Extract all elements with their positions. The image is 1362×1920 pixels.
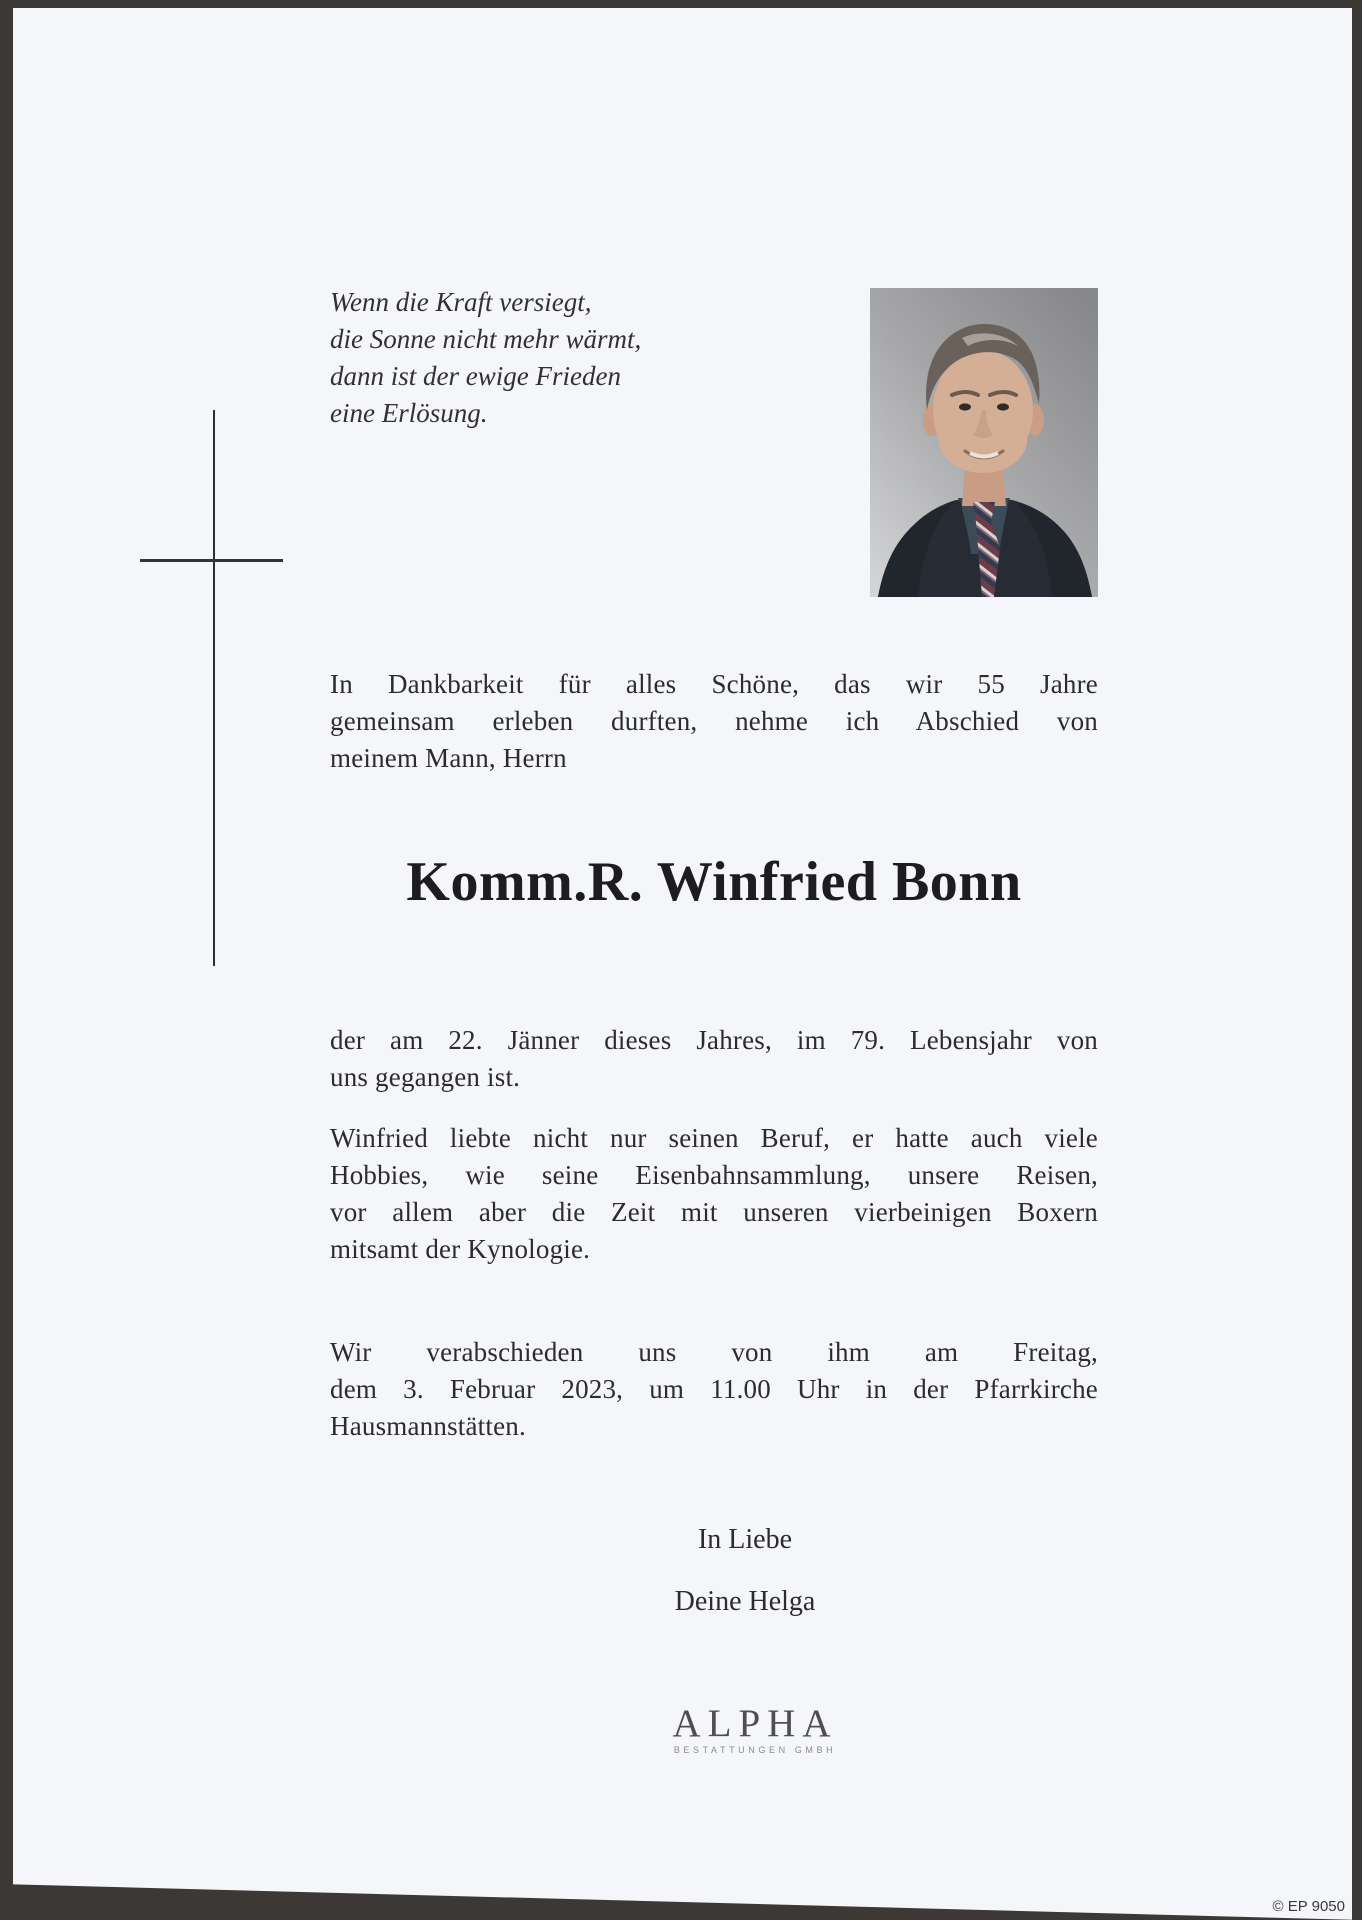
- intro-paragraph: [330, 666, 1098, 777]
- condolence-poem: [330, 284, 810, 432]
- cross-icon: [140, 559, 283, 562]
- funeral-home-logo: [330, 1704, 1180, 1755]
- text-line: Wir verabschieden uns von ihm am Freitag,: [330, 1337, 1098, 1367]
- deceased-name: Komm.R. Winfried Bonn: [406, 851, 1022, 913]
- text-line: eine Erlösung.: [330, 398, 488, 428]
- text-line: mitsamt der Kynologie.: [330, 1234, 591, 1264]
- text-line: Hobbies, wie seine Eisenbahnsammlung, unsere Reisen,: [330, 1160, 1098, 1190]
- funeral-home-logo-subtitle: BESTATTUNGEN GMBH: [673, 1745, 837, 1755]
- cross-icon: [213, 410, 215, 966]
- signature: Deine Helga: [674, 1586, 816, 1617]
- text-line: Hausmannstätten.: [330, 1411, 526, 1441]
- death-date-paragraph: [330, 1022, 1098, 1096]
- closing-phrase: In Liebe: [697, 1524, 793, 1555]
- portrait-photo-image: [870, 288, 1098, 597]
- text-line: dann ist der ewige Frieden: [330, 361, 621, 391]
- text-line: gemeinsam erleben durften, nehme ich Abschied von: [330, 706, 1098, 736]
- text-line: vor allem aber die Zeit mit unseren vierbeinigen Boxern: [330, 1197, 1098, 1227]
- text-line: In Dankbarkeit für alles Schöne, das wir 55 Jahre: [330, 669, 1098, 699]
- portrait-photo: [870, 288, 1098, 597]
- text-line: die Sonne nicht mehr wärmt,: [330, 324, 642, 354]
- text-line: Winfried liebte nicht nur seinen Beruf, er hatte auch viele: [330, 1123, 1098, 1153]
- farewell-paragraph: [330, 1334, 1098, 1445]
- text-line: Wenn die Kraft versiegt,: [330, 287, 592, 317]
- text-line: der am 22. Jänner dieses Jahres, im 79. Lebensjahr von: [330, 1025, 1098, 1055]
- text-line: meinem Mann, Herrn: [330, 743, 567, 773]
- text-line: uns gegangen ist.: [330, 1062, 521, 1092]
- hobbies-paragraph: [330, 1120, 1098, 1268]
- funeral-home-logo-title: ALPHA: [672, 1702, 838, 1745]
- copyright-code: © EP 9050: [1272, 1898, 1345, 1915]
- text-line: dem 3. Februar 2023, um 11.00 Uhr in der Pfarrkirche: [330, 1374, 1098, 1404]
